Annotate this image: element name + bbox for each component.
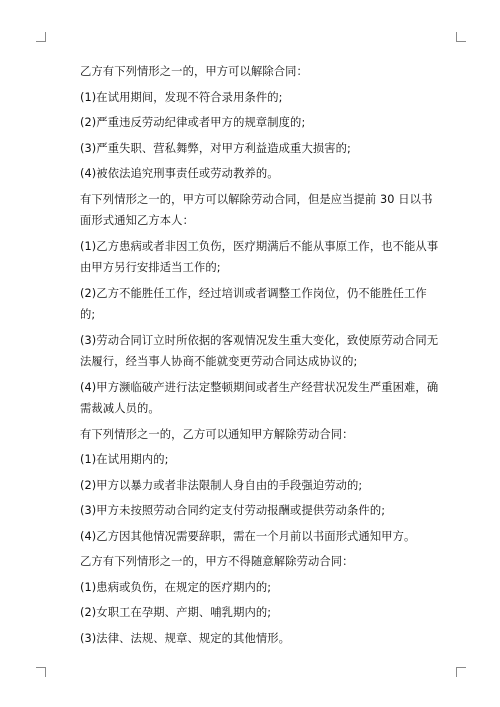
paragraph: (3)甲方未按照劳动合同约定支付劳动报酬或提供劳动条件的; <box>80 504 386 517</box>
paragraph: (1)在试用期内的; <box>80 453 169 466</box>
paragraph: 有下列情形之一的，甲方可以解除劳动合同，但是应当提前 30 日以书面形式通知乙方本人： <box>80 192 433 227</box>
paragraph: (2)乙方不能胜任工作，经过培训或者调整工作岗位，仍不能胜任工作的; <box>80 286 427 321</box>
crop-mark-top-left <box>36 32 46 42</box>
paragraph: (3)劳动合同订立时所依据的客观情况发生重大变化，致使原劳动合同无法履行，经当事人协商不能就变更劳动合同达成协议的; <box>80 333 439 368</box>
crop-mark-bottom-left <box>36 667 46 677</box>
paragraph: (2)甲方以暴力或者非法限制人身自由的手段强迫劳动的; <box>80 478 363 492</box>
paragraph: (4)被依法追究刑事责任或劳动教养的。 <box>80 167 279 180</box>
document-body <box>80 61 442 653</box>
paragraph: (1)患病或负伤，在规定的医疗期内的; <box>80 580 272 594</box>
paragraph: (1)在试用期间，发现不符合录用条件的; <box>80 90 283 104</box>
crop-mark-top-right <box>456 32 466 42</box>
paragraph: 乙方有下列情形之一的，甲方不得随意解除劳动合同： <box>80 555 354 568</box>
paragraph: (3)法律、法规、规章、规定的其他情形。 <box>80 631 291 645</box>
paragraph: (1)乙方患病或者非因工负伤，医疗期满后不能从事原工作，也不能从事由甲方另行安排适当工作的; <box>80 239 439 274</box>
crop-mark-bottom-right <box>456 667 466 677</box>
paragraph: (4)甲方濒临破产进行法定整顿期间或者生产经营状况发生严重困难，确需裁减人员的。 <box>80 380 439 415</box>
paragraph: 有下列情形之一的，乙方可以通知甲方解除劳动合同： <box>80 427 354 441</box>
paragraph: 乙方有下列情形之一的，甲方可以解除合同： <box>80 65 308 78</box>
paragraph: (2)严重违反劳动纪律或者甲方的规章制度的; <box>80 116 306 129</box>
paragraph: (4)乙方因其他情况需要辞职，需在一个月前以书面形式通知甲方。 <box>80 529 416 543</box>
paragraph: (3)严重失职、营私舞弊，对甲方利益造成重大损害的; <box>80 141 351 155</box>
paragraph: (2)女职工在孕期、产期、哺乳期内的; <box>80 606 272 619</box>
